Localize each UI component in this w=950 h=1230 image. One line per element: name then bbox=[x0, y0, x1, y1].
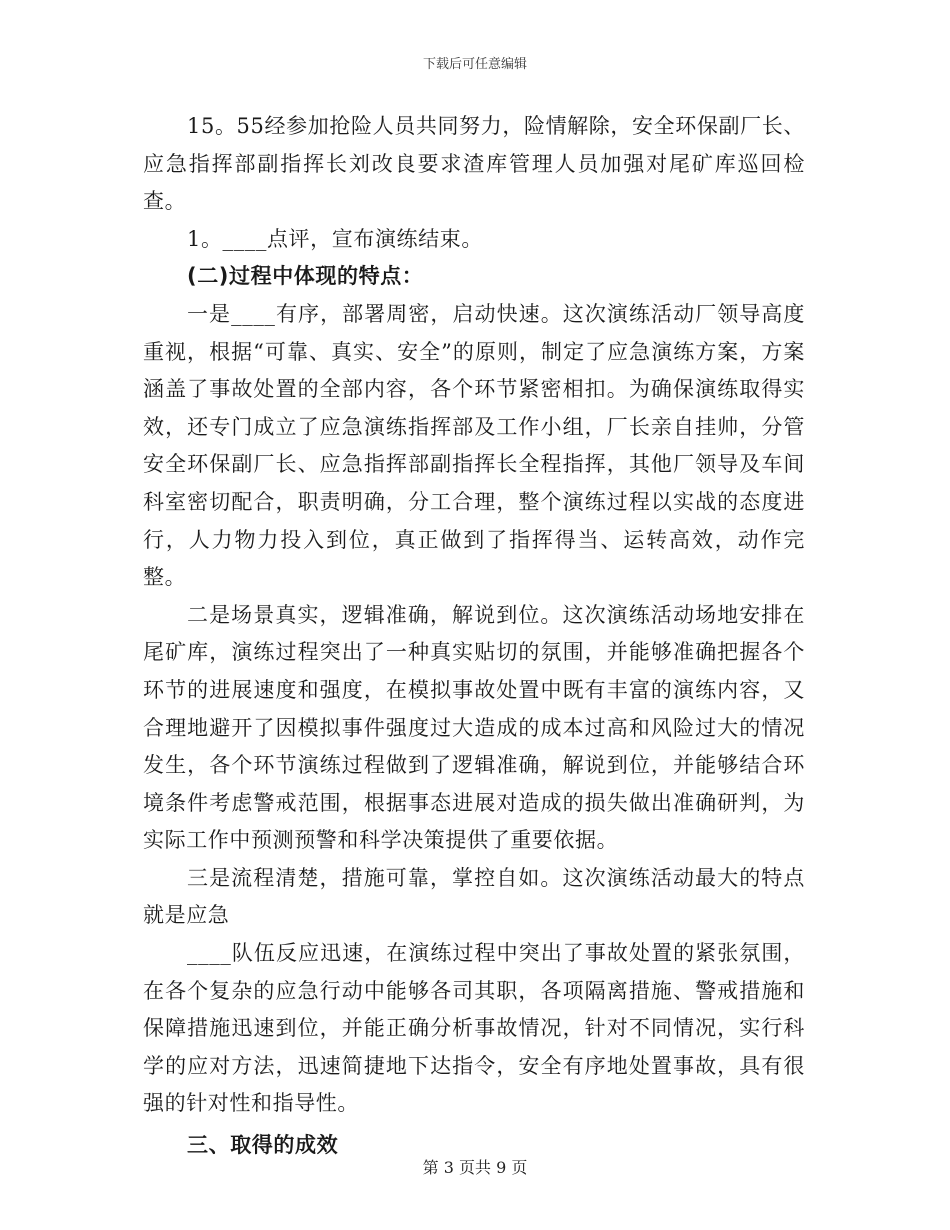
page-number: 第 3 页共 9 页 bbox=[422, 1158, 528, 1177]
paragraph-rescue-result: 15。55经参加抢险人员共同努力，险情解除，安全环保副厂长、应急指挥部副指挥长刘改良要求渣库管理人员加强对尾矿库巡回检查。 bbox=[143, 114, 805, 214]
paragraph-feature-one: 一是____有序，部署周密，启动快速。这次演练活动厂领导高度重视，根据“可靠、真实、安全”的原则，制定了应急演练方案，方案涵盖了事故处置的全部内容，各个环节紧密相扣。为确保演练取得实效，还专门成立了应急演练指挥部及工作小组，厂长亲自挂帅，分管安全环保副厂长、应急指挥部副指挥长全程指挥，其他厂领导及车间科室密切配合，职责明确，分工合理，整个演练过程以实战的态度进行，人力物力投入到位，真正做到了指挥得当、运转高效，动作完整。 bbox=[143, 301, 805, 590]
page-header: 下载后可任意编辑 bbox=[422, 57, 527, 72]
paragraph-team-response: ____队伍反应迅速，在演练过程中突出了事故处置的紧张氛围，在各个复杂的应急行动中能够各司其职，各项隔离措施、警戒措施和保障措施迅速到位，并能正确分析事故情况，针对不同情况，实行科学的应对方法，迅速简捷地下达指令，安全有序地处置事故，具有很强的针对性和指导性。 bbox=[143, 941, 805, 1116]
section-heading-features: (二)过程中体现的特点： bbox=[187, 264, 424, 289]
paragraph-feature-two: 二是场景真实，逻辑准确，解说到位。这次演练活动场地安排在尾矿库，演练过程突出了一种真实贴切的氛围，并能够准确把握各个环节的进展速度和强度，在模拟事故处置中既有丰富的演练内容，又合理地避开了因模拟事件强度过大造成的成本过高和风险过大的情况发生，各个环节演练过程做到了逻辑准确，解说到位，并能够结合环境条件考虑警戒范围，根据事态进展对造成的损失做出准确研判，为实际工作中预测预警和科学决策提供了重要依据。 bbox=[143, 602, 805, 853]
paragraph-feature-three: 三是流程清楚，措施可靠，掌控自如。这次演练活动最大的特点就是应急 bbox=[143, 865, 805, 928]
document-body bbox=[143, 108, 805, 1165]
paragraph-drill-end: 1。____点评，宣布演练结束。 bbox=[187, 226, 483, 251]
section-heading-results: 三、取得的成效 bbox=[187, 1133, 339, 1158]
